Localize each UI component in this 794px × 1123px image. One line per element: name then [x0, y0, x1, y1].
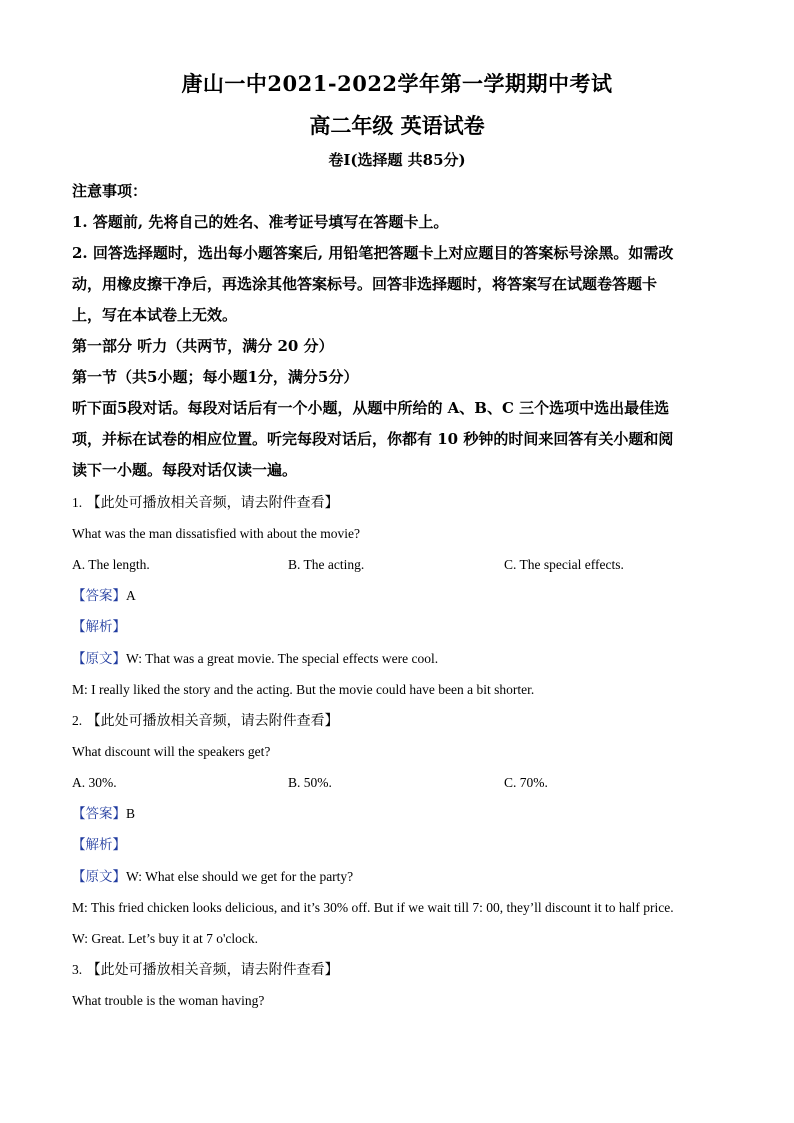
question-1-option-b: B. The acting. [288, 557, 365, 572]
part-heading: 第一部分 听力（共两节，满分 20 分） [72, 337, 334, 355]
notice-item-2-line-2: 动，用橡皮擦干净后，再选涂其他答案标号。回答非选择题时，将答案写在试题卷答题卡 [72, 275, 658, 293]
question-2-original-3: W: Great. Let’s buy it at 7 o'clock. [72, 931, 259, 946]
question-2-text: What discount will the speakers get? [72, 744, 271, 759]
notice-heading: 注意事项： [72, 182, 148, 200]
question-number: 2. [72, 713, 83, 728]
original-tag: 【原文】 [72, 651, 126, 667]
question-number: 1. [72, 495, 83, 510]
volume-heading: 卷Ⅰ(选择题 共85分) [328, 151, 466, 169]
question-1-option-a: A. The length. [72, 557, 150, 572]
question-1-original-1 [72, 643, 438, 675]
question-1-header [72, 487, 732, 519]
analysis-tag: 【解析】 [72, 837, 126, 853]
question-2-header [72, 705, 732, 737]
instructions-line-2: 项，并标在试卷的相应位置。听完每段对话后，你都有 10 秒钟的时间来回答有关小题和阅 [72, 430, 674, 448]
question-1-text: What was the man dissatisfied with about the movie? [72, 526, 360, 541]
question-1-option-c: C. The special effects. [504, 557, 624, 572]
notice-item-2-line-3: 上，写在本试卷上无效。 [72, 306, 238, 324]
question-1-original-2: M: I really liked the story and the acting. But the movie could have been a bit shorter. [72, 682, 535, 697]
audio-note[interactable]: 【此处可播放相关音频，请去附件查看】 [86, 962, 339, 978]
question-1-analysis [72, 611, 126, 643]
exam-title: 唐山一中2021-2022学年第一学期期中考试 [181, 71, 613, 96]
question-2-option-b: B. 50%. [288, 775, 332, 790]
question-2-answer [72, 798, 135, 830]
instructions-line-3: 读下一小题。每段对话仅读一遍。 [72, 461, 298, 479]
exam-subtitle: 高二年级 英语试卷 [309, 113, 485, 138]
answer-tag: 【答案】 [72, 806, 126, 822]
answer-tag: 【答案】 [72, 588, 126, 604]
section-heading: 第一节（共5小题；每小题1分，满分5分） [72, 368, 359, 386]
answer-value: B [126, 806, 136, 821]
question-2-analysis [72, 829, 126, 861]
analysis-tag: 【解析】 [72, 619, 126, 635]
question-3-header [72, 954, 732, 986]
notice-item-2-line-1: 2. 回答选择题时，选出每小题答案后, 用铅笔把答题卡上对应题目的答案标号涂黑。如需改 [72, 244, 674, 262]
original-tag: 【原文】 [72, 869, 126, 885]
question-2-option-a: A. 30%. [72, 775, 117, 790]
question-2-original-1 [72, 861, 353, 893]
original-text: W: What else should we get for the party? [126, 869, 354, 884]
instructions-line-1: 听下面5段对话。每段对话后有一个小题，从题中所给的 A、B、C 三个选项中选出最佳选 [72, 399, 670, 417]
question-3-text: What trouble is the woman having? [72, 993, 265, 1008]
question-2-original-2: M: This fried chicken looks delicious, and it’s 30% off. But if we wait till 7: 00, they’ll discount it to half price. [72, 900, 674, 915]
audio-note[interactable]: 【此处可播放相关音频，请去附件查看】 [86, 495, 339, 511]
question-number: 3. [72, 962, 83, 977]
notice-item-1: 1. 答题前, 先将自己的姓名、准考证号填写在答题卡上。 [72, 213, 449, 231]
question-2-option-c: C. 70%. [504, 775, 548, 790]
question-1-answer [72, 580, 136, 612]
answer-value: A [126, 588, 136, 603]
original-text: W: That was a great movie. The special effects were cool. [126, 651, 439, 666]
audio-note[interactable]: 【此处可播放相关音频，请去附件查看】 [86, 713, 339, 729]
